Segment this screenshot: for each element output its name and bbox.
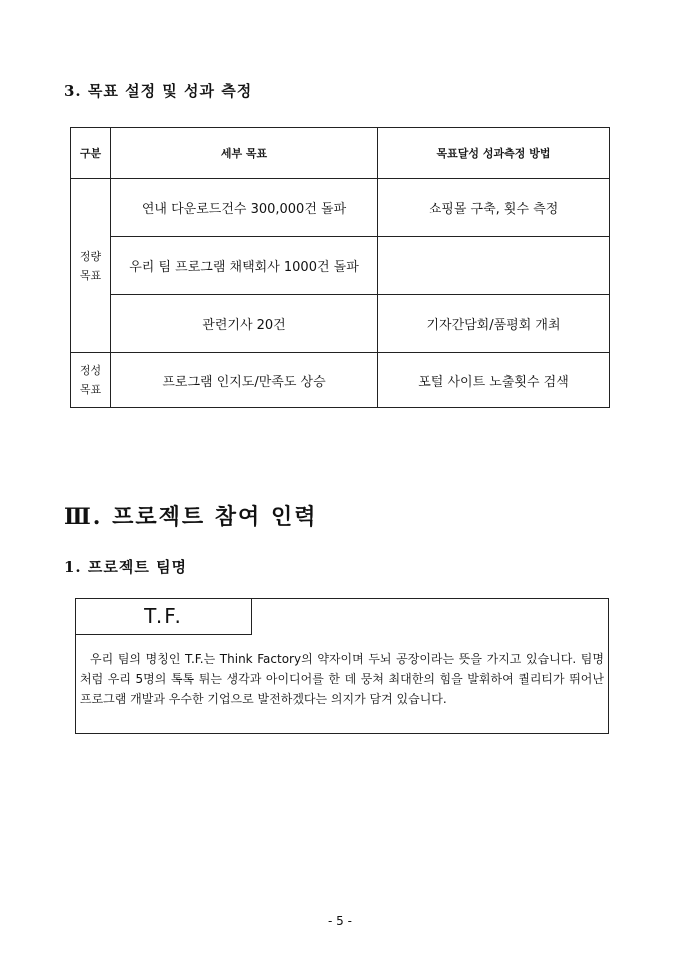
goal-method: 기자간담회/품평회 개최	[378, 295, 610, 353]
goal-detail: 프로그램 인지도/만족도 상승	[111, 353, 378, 408]
table-row	[71, 353, 610, 408]
goal-method: 포털 사이트 노출횟수 검색	[378, 353, 610, 408]
goal-method: 쇼핑몰 구축, 횟수 측정	[378, 179, 610, 237]
team-name-box	[75, 598, 609, 734]
subsection-title: 1. 프로젝트 팀명	[64, 558, 188, 576]
goals-table	[70, 127, 610, 408]
quant-goal-label: 정량 목표	[71, 179, 111, 353]
goal-detail: 연내 다운로드건수 300,000건 돌파	[111, 179, 378, 237]
section-title: 3. 목표 설정 및 성과 측정	[64, 82, 253, 100]
qual-goal-label: 정성 목표	[71, 353, 111, 408]
goal-method	[378, 237, 610, 295]
header-detail: 세부 목표	[111, 128, 378, 179]
table-row	[71, 179, 610, 237]
table-header-row	[71, 128, 610, 179]
team-name: T.F.	[76, 599, 252, 635]
header-method: 목표달성 성과측정 방법	[378, 128, 610, 179]
goal-detail: 관련기사 20건	[111, 295, 378, 353]
table-row	[71, 237, 610, 295]
table-row	[71, 295, 610, 353]
goal-detail: 우리 팀 프로그램 채택회사 1000건 돌파	[111, 237, 378, 295]
header-category: 구분	[71, 128, 111, 179]
page-number: - 5 -	[328, 914, 352, 928]
chapter-title: Ⅲ. 프로젝트 참여 인력	[64, 504, 318, 530]
team-description: 우리 팀의 명칭인 T.F.는 Think Factory의 약자이며 두뇌 공장이라는 뜻을 가지고 있습니다. 팀명처럼 우리 5명의 톡톡 튀는 생각과 아이디어를 한 데 뭉쳐 최대한의 힘을 발휘하여 퀄리티가 뛰어난 프로그램 개발과 우수한 기업으로 발전하겠다는 의지가 담겨 있습니다.	[80, 652, 604, 706]
